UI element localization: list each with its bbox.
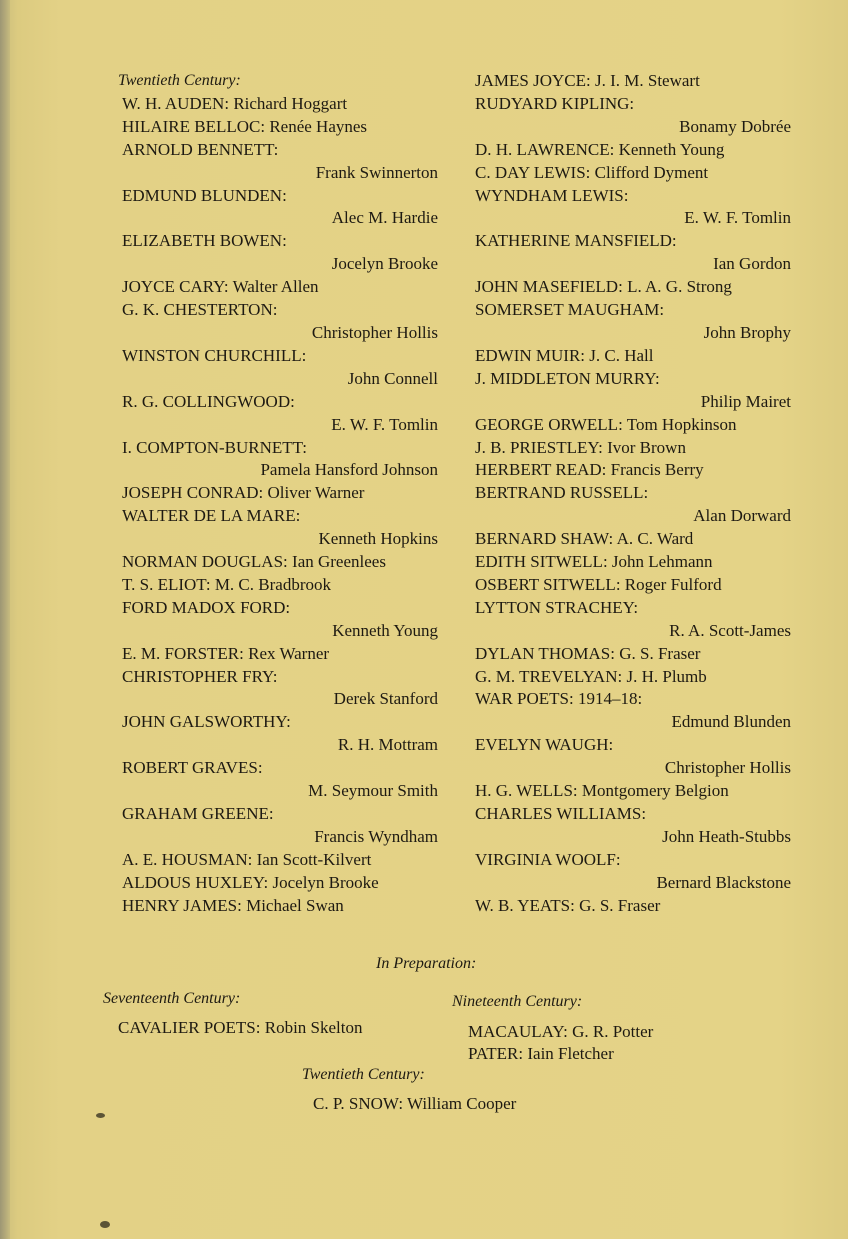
- entry-author: Ian Scott-Kilvert: [256, 849, 372, 869]
- entry-charles-williams: [471, 803, 791, 849]
- entry-walter-de-la-mare: [118, 505, 438, 551]
- entry-subject: GEORGE ORWELL: [475, 414, 619, 434]
- nineteenth-century-heading: Nineteenth Century:: [452, 993, 583, 1010]
- entry-subject: ARNOLD BENNETT: [122, 139, 274, 159]
- entry-subject: WALTER DE LA MARE: [122, 506, 296, 526]
- entry-john-masefield: [471, 276, 791, 299]
- entry-war-poets-1914-18: [471, 688, 791, 734]
- colon-separator: :: [586, 71, 591, 90]
- entry-subject: T. S. ELIOT: [122, 574, 206, 594]
- colon-separator: :: [237, 895, 242, 915]
- colon-separator: :: [598, 437, 603, 457]
- entry-subject: HERBERT READ: [475, 460, 602, 480]
- entry-subject: FORD MADOX FORD: [122, 597, 286, 617]
- entry-robert-graves: [118, 757, 438, 803]
- entry-author: L. A. G. Strong: [627, 277, 732, 297]
- entry-subject: J. B. PRIESTLEY: [475, 437, 599, 457]
- section-heading-twentieth-century: Twentieth Century:: [118, 72, 241, 89]
- cp-snow-entry: C. P. SNOW: William Cooper: [313, 1094, 517, 1113]
- entry-author: Jocelyn Brooke: [331, 254, 438, 274]
- twentieth-century-prep-heading: Twentieth Century:: [302, 1066, 425, 1083]
- entry-author: Edmund Blunden: [671, 712, 791, 732]
- entry-osbert-sitwell: [471, 574, 791, 597]
- entry-subject: ROBERT GRAVES: [122, 758, 258, 778]
- entry-author: Frank Swinnerton: [315, 162, 438, 182]
- entry-author: John Brophy: [703, 322, 791, 342]
- colon-separator: :: [301, 345, 307, 365]
- entry-author: Derek Stanford: [333, 689, 438, 709]
- entry-author: J. C. Hall: [589, 345, 654, 365]
- entry-subject: DYLAN THOMAS: [475, 643, 611, 663]
- entry-subject: W. B. YEATS: [475, 895, 571, 915]
- colon-separator: :: [285, 597, 291, 617]
- entry-author: Ian Gordon: [713, 254, 791, 274]
- entry-author: Tom Hopkinson: [626, 414, 737, 434]
- entry-edwin-muir: [471, 345, 791, 368]
- entry-rudyard-kipling: [471, 93, 791, 139]
- entry-james-joyce: [471, 70, 791, 93]
- entry-hilaire-belloc: [118, 116, 438, 139]
- entry-john-galsworthy: [118, 711, 438, 757]
- entry-w-h-auden: [118, 93, 438, 116]
- colon-separator: :: [273, 139, 279, 159]
- entry-j-middleton-murry: [471, 368, 791, 414]
- entry-author: Walter Allen: [232, 277, 319, 297]
- entry-g-m-trevelyan: [471, 666, 791, 689]
- entry-winston-churchill: [118, 345, 438, 391]
- entry-subject: ALDOUS HUXLEY: [122, 872, 264, 892]
- entry-subject: J. MIDDLETON MURRY: [475, 368, 655, 388]
- entry-author: Francis Berry: [610, 460, 704, 480]
- entry-subject: R. G. COLLINGWOOD: [122, 391, 291, 411]
- colon-separator: :: [602, 552, 608, 572]
- colon-separator: :: [283, 552, 288, 572]
- entry-subject: CHARLES WILLIAMS: [475, 804, 642, 823]
- cavalier-poets-entry: CAVALIER POETS: Robin Skelton: [118, 1018, 363, 1037]
- colon-separator: :: [205, 574, 211, 594]
- entry-author: Ivor Brown: [607, 437, 686, 457]
- entry-author: Christopher Hollis: [664, 758, 791, 778]
- entry-subject: JOHN GALSWORTHY: [122, 712, 287, 732]
- entry-author: G. S. Fraser: [619, 643, 701, 663]
- colon-separator: :: [641, 804, 647, 823]
- entry-author: Christopher Hollis: [311, 322, 438, 342]
- colon-separator: :: [272, 300, 278, 320]
- entry-subject: D. H. LAWRENCE: [475, 139, 610, 159]
- entry-subject: JAMES JOYCE: [475, 71, 586, 90]
- macaulay-entry: MACAULAY: G. R. Potter: [468, 1022, 654, 1041]
- entry-joyce-cary: [118, 276, 438, 299]
- entry-author: Alan Dorward: [693, 506, 791, 526]
- entry-wyndham-lewis: [471, 185, 791, 231]
- entry-henry-james: [118, 895, 438, 918]
- colon-separator: :: [570, 895, 575, 915]
- entry-author: Alec M. Hardie: [331, 208, 438, 228]
- entry-author: Philip Mairet: [700, 391, 791, 411]
- entry-t-s-eliot: [118, 574, 438, 597]
- entry-author: G. S. Fraser: [579, 895, 661, 915]
- paper-speck: [96, 1113, 105, 1118]
- colon-separator: :: [671, 231, 677, 251]
- entry-subject: G. K. CHESTERTON: [122, 300, 273, 320]
- entry-a-e-housman: [118, 849, 438, 872]
- entry-subject: JOYCE CARY: [122, 277, 224, 297]
- entry-author: R. A. Scott-James: [669, 620, 791, 640]
- colon-separator: :: [224, 93, 230, 113]
- colon-separator: :: [610, 643, 615, 663]
- entry-subject: BERTRAND RUSSELL: [475, 483, 644, 503]
- entry-edmund-blunden: [118, 185, 438, 231]
- entry-norman-douglas: [118, 551, 438, 574]
- colon-separator: :: [629, 93, 635, 113]
- entry-author: Montgomery Belgion: [581, 781, 729, 801]
- colon-separator: :: [290, 391, 295, 411]
- entry-subject: I. COMPTON-BURNETT: [122, 437, 303, 457]
- colon-separator: :: [609, 139, 615, 159]
- colon-separator: :: [272, 666, 278, 686]
- entry-subject: ELIZABETH BOWEN: [122, 231, 283, 251]
- colon-separator: :: [247, 849, 253, 869]
- colon-separator: :: [585, 162, 591, 182]
- entry-author: E. W. F. Tomlin: [684, 208, 791, 228]
- colon-separator: :: [295, 506, 301, 526]
- entry-george-orwell: [471, 414, 791, 437]
- entry-author: Renée Haynes: [269, 116, 368, 136]
- entry-author: John Lehmann: [611, 552, 713, 572]
- entry-subject: GRAHAM GREENE: [122, 804, 269, 823]
- entry-subject: NORMAN DOUGLAS: [122, 552, 284, 572]
- entry-elizabeth-bowen: [118, 230, 438, 276]
- entry-subject: EDMUND BLUNDEN: [122, 185, 283, 205]
- entry-graham-greene: [118, 803, 438, 849]
- entry-subject: WYNDHAM LEWIS: [475, 185, 624, 205]
- colon-separator: :: [623, 185, 629, 205]
- colon-separator: :: [601, 460, 607, 480]
- entry-author: Rex Warner: [248, 643, 330, 663]
- entry-author: Clifford Dyment: [594, 162, 709, 182]
- colon-separator: :: [572, 781, 578, 801]
- colon-separator: :: [615, 574, 621, 594]
- entry-author: M. C. Bradbrook: [214, 574, 331, 594]
- entry-author: Michael Swan: [246, 895, 344, 915]
- entry-katherine-mansfield: [471, 230, 791, 276]
- colon-separator: :: [637, 689, 643, 709]
- entry-subject: WINSTON CHURCHILL: [122, 345, 302, 365]
- entry-somerset-maugham: [471, 299, 791, 345]
- entry-e-m-forster: [118, 643, 438, 666]
- colon-separator: :: [617, 666, 623, 686]
- colon-separator: :: [260, 116, 266, 136]
- entry-author: R. H. Mottram: [337, 735, 438, 755]
- entry-subject: EVELYN WAUGH: [475, 735, 609, 755]
- entry-evelyn-waugh: [471, 734, 791, 780]
- entry-author: Roger Fulford: [624, 574, 722, 594]
- colon-separator: :: [580, 345, 586, 365]
- entry-subject: RUDYARD KIPLING: [475, 93, 630, 113]
- entry-author: Kenneth Young: [332, 620, 438, 640]
- entry-author: Oliver Warner: [267, 483, 365, 503]
- entry-author: J. H. Plumb: [626, 666, 707, 686]
- colon-separator: :: [268, 804, 274, 823]
- colon-separator: :: [282, 185, 287, 205]
- entry-subject: WAR POETS: 1914–18: [475, 689, 638, 709]
- colon-separator: :: [659, 300, 665, 320]
- right-column: [471, 70, 791, 918]
- colon-separator: :: [608, 735, 614, 755]
- entry-bernard-shaw: [471, 528, 791, 551]
- colon-separator: :: [618, 414, 623, 434]
- entry-subject: JOSEPH CONRAD: [122, 483, 259, 503]
- entry-subject: OSBERT SITWELL: [475, 574, 616, 594]
- entry-lytton-strachey: [471, 597, 791, 643]
- entry-aldous-huxley: [118, 872, 438, 895]
- colon-separator: :: [302, 437, 307, 457]
- colon-separator: :: [654, 368, 660, 388]
- entry-edith-sitwell: [471, 551, 791, 574]
- entry-author: J. I. M. Stewart: [594, 71, 700, 90]
- entry-virginia-woolf: [471, 849, 791, 895]
- entry-j-b-priestley: [471, 437, 791, 460]
- entry-bertrand-russell: [471, 482, 791, 528]
- entry-joseph-conrad: [118, 482, 438, 505]
- colon-separator: :: [257, 758, 263, 778]
- entry-subject: KATHERINE MANSFIELD: [475, 231, 672, 251]
- entry-w-b-yeats: [471, 895, 791, 918]
- entry-author: Ian Greenlees: [292, 552, 386, 572]
- entry-christopher-fry: [118, 666, 438, 712]
- colon-separator: :: [615, 849, 621, 869]
- entry-r-g-collingwood: [118, 391, 438, 437]
- colon-separator: :: [286, 712, 291, 732]
- page-edge-shadow: [0, 0, 10, 1239]
- entry-subject: E. M. FORSTER: [122, 643, 240, 663]
- entry-author: John Heath-Stubbs: [662, 826, 791, 846]
- entry-subject: HILAIRE BELLOC: [122, 116, 261, 136]
- entry-subject: VIRGINIA WOOLF: [475, 849, 616, 869]
- in-preparation-heading: In Preparation:: [376, 955, 477, 972]
- entry-herbert-read: [471, 459, 791, 482]
- colon-separator: :: [258, 483, 264, 503]
- entry-dylan-thomas: [471, 643, 791, 666]
- entry-author: Kenneth Young: [618, 139, 725, 159]
- entry-arnold-bennett: [118, 139, 438, 185]
- entry-subject: G. M. TREVELYAN: [475, 666, 618, 686]
- entry-h-g-wells: [471, 780, 791, 803]
- entry-author: John Connell: [347, 368, 438, 388]
- entry-author: Kenneth Hopkins: [318, 529, 438, 549]
- colon-separator: :: [223, 277, 229, 297]
- entry-author: E. W. F. Tomlin: [331, 414, 438, 434]
- entry-subject: SOMERSET MAUGHAM: [475, 300, 660, 320]
- entry-author: A. C. Ward: [616, 529, 694, 549]
- entry-subject: HENRY JAMES: [122, 895, 238, 915]
- seventeenth-century-heading: Seventeenth Century:: [103, 990, 241, 1007]
- entry-d-h-lawrence: [471, 139, 791, 162]
- entry-author: Jocelyn Brooke: [272, 872, 379, 892]
- pater-entry: PATER: Iain Fletcher: [468, 1044, 614, 1063]
- colon-separator: :: [608, 529, 614, 549]
- colon-separator: :: [633, 597, 639, 617]
- entry-subject: LYTTON STRACHEY: [475, 597, 634, 617]
- entry-author: Pamela Hansford Johnson: [260, 460, 438, 480]
- left-column: [118, 70, 438, 918]
- entry-author: Bonamy Dobrée: [679, 116, 791, 136]
- entry-author: Bernard Blackstone: [656, 872, 791, 892]
- paper-speck: [100, 1221, 110, 1228]
- colon-separator: :: [618, 277, 623, 297]
- entry-subject: CHRISTOPHER FRY: [122, 666, 273, 686]
- entry-author: M. Seymour Smith: [308, 781, 438, 801]
- entry-ford-madox-ford: [118, 597, 438, 643]
- entry-subject: BERNARD SHAW: [475, 529, 609, 549]
- entry-c-day-lewis: [471, 162, 791, 185]
- entry-i-compton-burnett: [118, 437, 438, 483]
- colon-separator: :: [263, 872, 269, 892]
- entry-subject: EDITH SITWELL: [475, 552, 603, 572]
- entry-subject: EDWIN MUIR: [475, 345, 581, 365]
- entry-subject: A. E. HOUSMAN: [122, 849, 248, 869]
- entry-subject: C. DAY LEWIS: [475, 162, 586, 182]
- colon-separator: :: [643, 483, 649, 503]
- colon-separator: :: [282, 231, 287, 251]
- entry-g-k-chesterton: [118, 299, 438, 345]
- entry-subject: W. H. AUDEN: [122, 93, 225, 113]
- entry-author: Francis Wyndham: [314, 826, 438, 846]
- entry-subject: JOHN MASEFIELD: [475, 277, 619, 297]
- entry-author: Richard Hoggart: [233, 93, 348, 113]
- entry-subject: H. G. WELLS: [475, 781, 573, 801]
- colon-separator: :: [239, 643, 244, 663]
